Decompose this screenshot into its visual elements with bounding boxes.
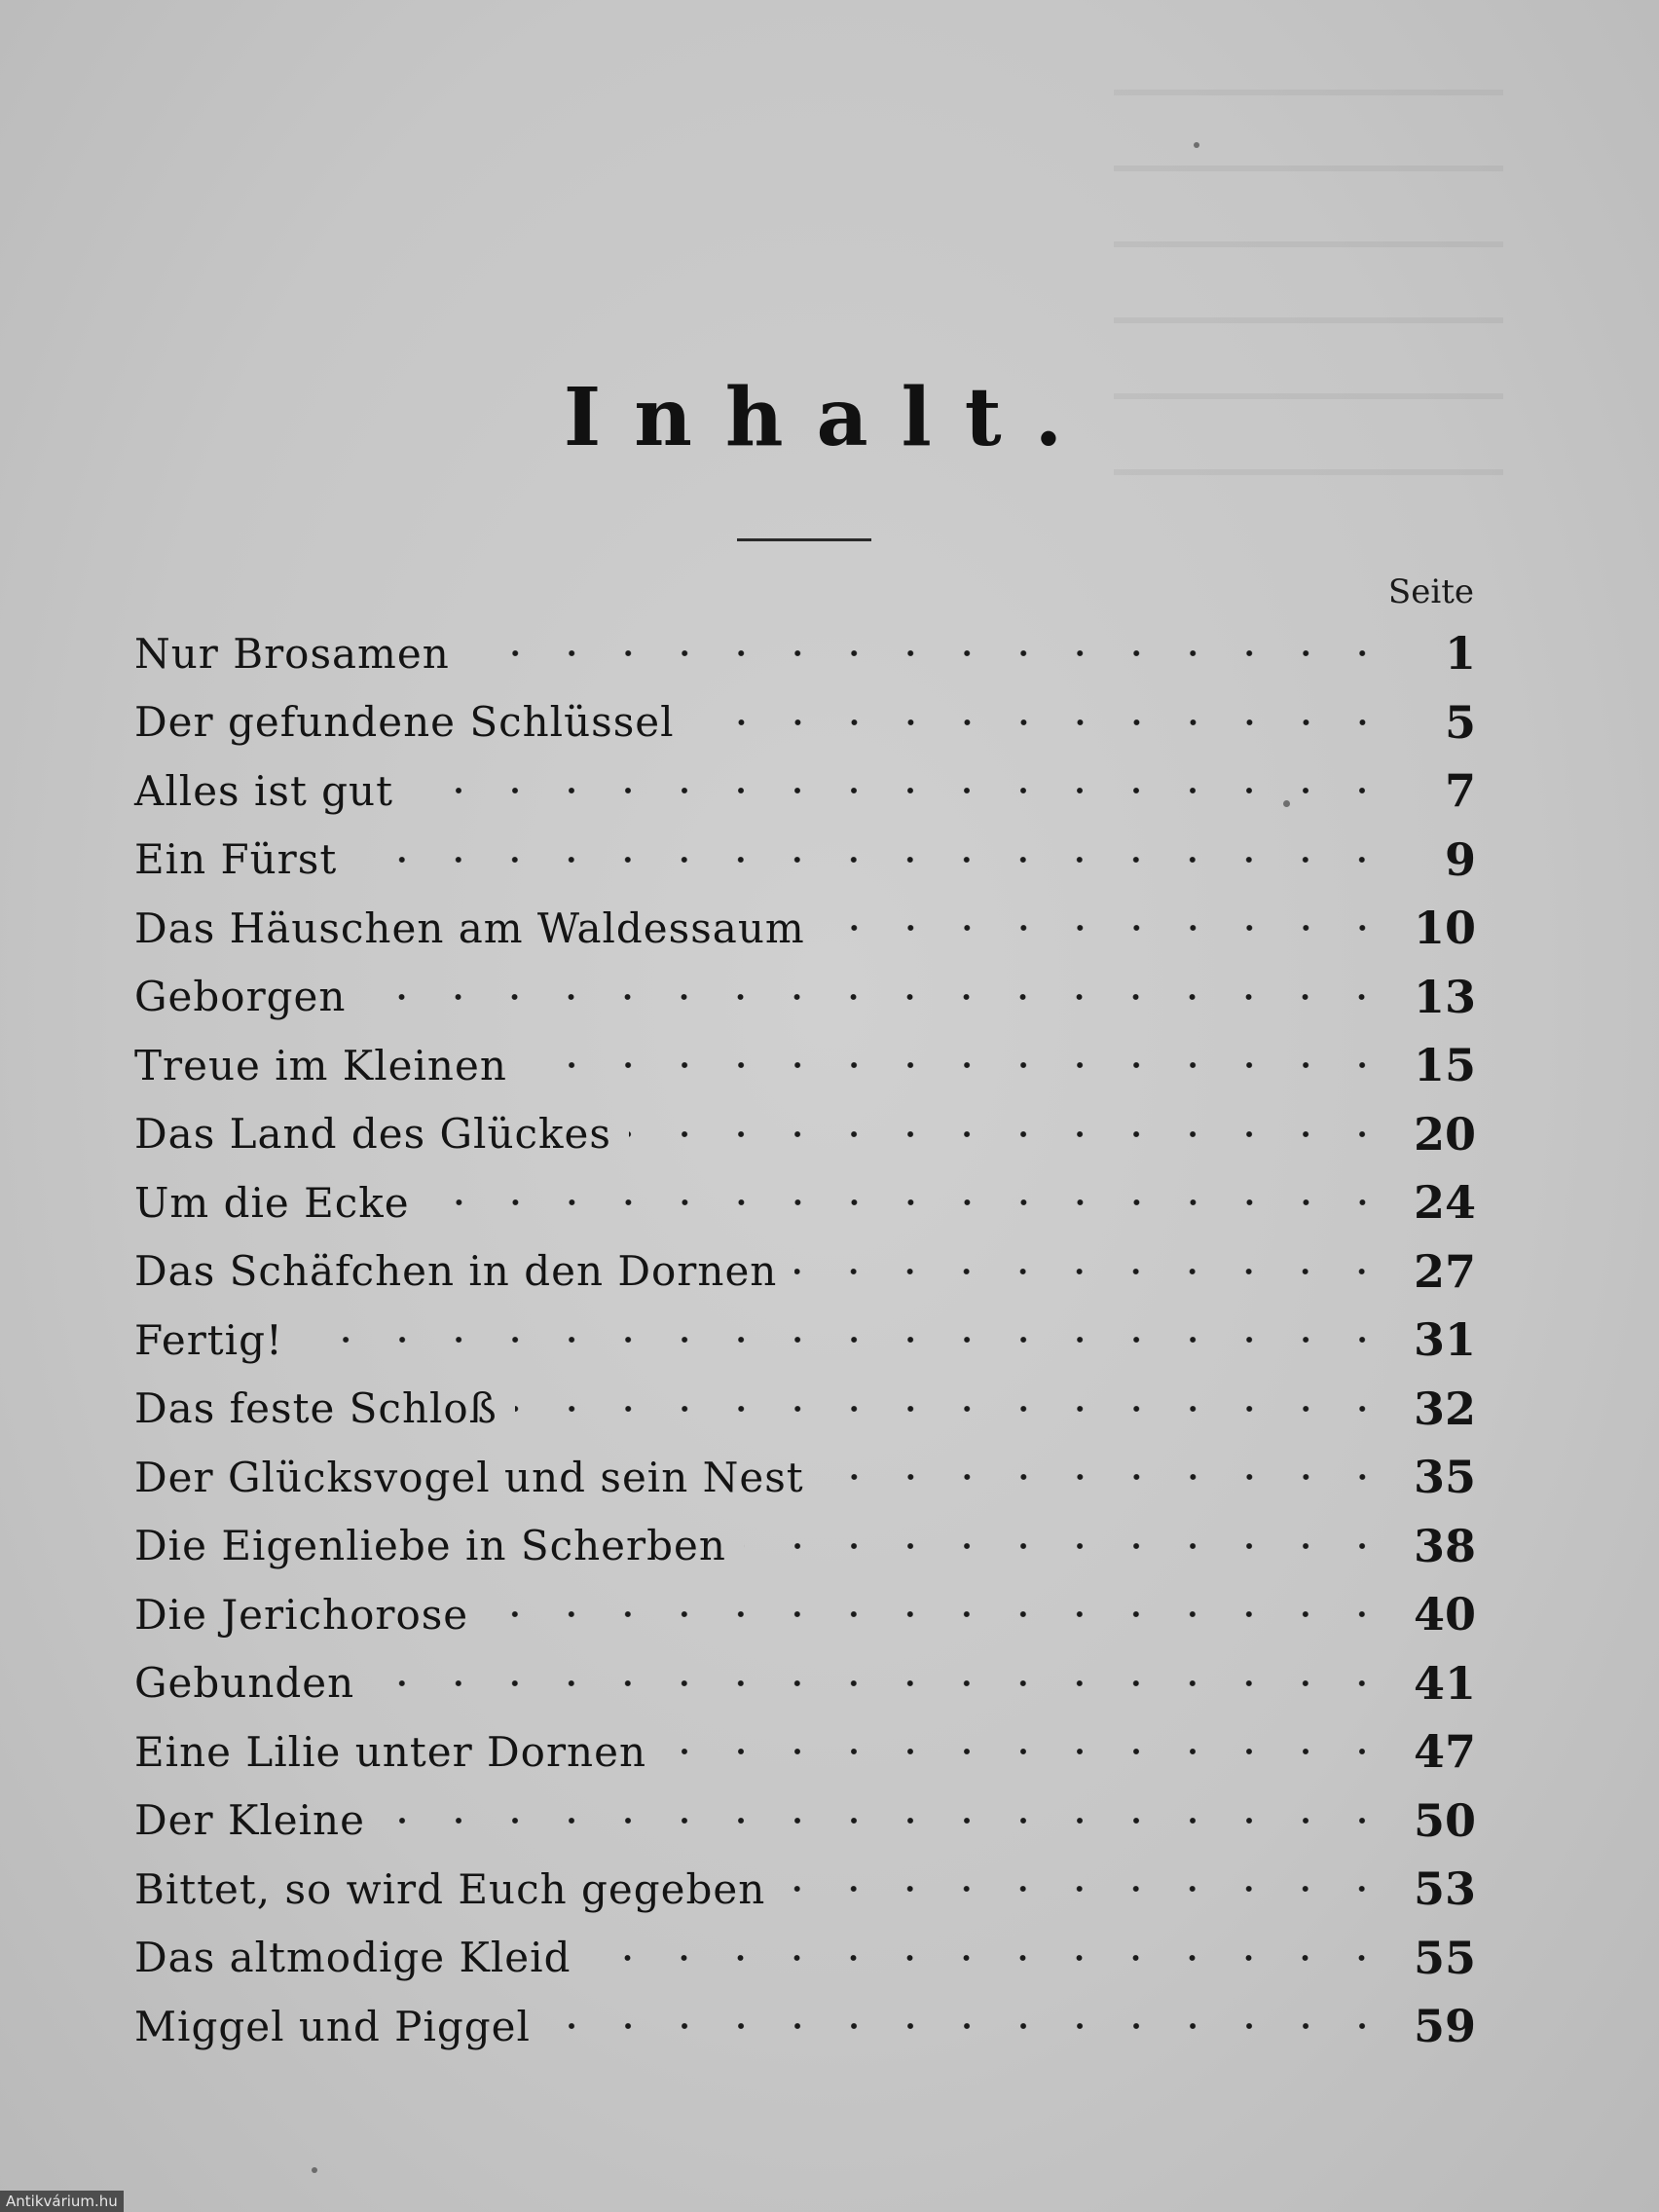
toc-entry (134, 1168, 1476, 1237)
toc-entry-title: Das Land des Glückes (134, 1110, 611, 1159)
toc-entry-page: 31 (1413, 1313, 1476, 1367)
leader-dots (486, 1593, 1390, 1636)
toc-entry (134, 1855, 1476, 1924)
leader-dots (515, 1387, 1390, 1430)
toc-entry-title: Miggel und Piggel (134, 2002, 531, 2050)
leader-dots (629, 1113, 1390, 1156)
leader-dots (783, 1867, 1390, 1910)
toc-entry (134, 1992, 1476, 2061)
leader-dots (411, 769, 1390, 812)
leader-dots (744, 1525, 1390, 1567)
toc-entry-page: 35 (1413, 1451, 1476, 1504)
toc-entry-page: 20 (1413, 1107, 1476, 1161)
toc-entry (134, 619, 1476, 688)
leader-dots (372, 1662, 1390, 1705)
table-of-contents (134, 619, 1476, 2061)
toc-entry-title: Alles ist gut (134, 766, 393, 815)
toc-entry-page: 55 (1413, 1931, 1476, 1984)
page-title: Inhalt. (563, 371, 1096, 464)
toc-entry-page: 41 (1413, 1656, 1476, 1710)
toc-entry-title: Geborgen (134, 973, 347, 1021)
toc-entry (134, 1237, 1476, 1307)
paper-speck (1283, 800, 1290, 807)
leader-dots (427, 1181, 1390, 1224)
leader-dots (354, 838, 1390, 881)
leader-dots (301, 1318, 1390, 1361)
toc-entry-page: 5 (1444, 695, 1476, 749)
source-watermark: Antikvárium.hu (0, 2191, 124, 2212)
toc-entry-page: 50 (1413, 1793, 1476, 1847)
toc-entry-title: Das altmodige Kleid (134, 1934, 571, 1982)
toc-entry (134, 963, 1476, 1032)
leader-dots (794, 1250, 1390, 1293)
toc-entry (134, 1512, 1476, 1581)
paper-speck (1194, 142, 1199, 148)
toc-entry-title: Die Eigenliebe in Scherben (134, 1522, 726, 1570)
toc-entry-title: Der gefundene Schlüssel (134, 698, 675, 747)
toc-entry (134, 1100, 1476, 1169)
toc-entry-title: Bittet, so wird Euch gegeben (134, 1864, 766, 1913)
toc-entry-title: Das Häuschen am Waldessaum (134, 903, 805, 952)
toc-entry-title: Die Jerichorose (134, 1590, 469, 1639)
toc-entry-title: Gebunden (134, 1659, 355, 1708)
leader-dots (383, 1799, 1390, 1842)
leader-dots (664, 1730, 1390, 1773)
toc-entry-title: Das Schäfchen in den Dornen (134, 1247, 778, 1296)
toc-entry (134, 1787, 1476, 1856)
leader-dots (467, 632, 1390, 675)
toc-entry-page: 1 (1444, 627, 1476, 681)
toc-entry-title: Der Kleine (134, 1796, 365, 1845)
leader-dots (588, 1936, 1390, 1979)
toc-entry-title: Nur Brosamen (134, 629, 450, 678)
toc-entry-page: 38 (1413, 1519, 1476, 1572)
leader-dots (822, 1456, 1390, 1498)
toc-entry-page: 40 (1413, 1588, 1476, 1641)
toc-entry-page: 24 (1413, 1176, 1476, 1230)
toc-entry-title: Das feste Schloß (134, 1384, 498, 1433)
toc-entry-page: 47 (1413, 1725, 1476, 1779)
toc-entry (134, 894, 1476, 963)
leader-dots (363, 976, 1390, 1018)
toc-entry-page: 7 (1444, 764, 1476, 818)
toc-entry (134, 756, 1476, 826)
toc-entry (134, 1443, 1476, 1512)
toc-entry (134, 1649, 1476, 1718)
toc-entry-page: 59 (1413, 2000, 1476, 2053)
toc-entry-page: 53 (1413, 1862, 1476, 1916)
toc-entry-title: Fertig! (134, 1315, 283, 1364)
toc-entry (134, 1306, 1476, 1375)
paper-speck (312, 2167, 317, 2173)
leader-dots (692, 701, 1390, 744)
toc-entry-page: 15 (1413, 1039, 1476, 1092)
toc-entry (134, 688, 1476, 757)
toc-entry-page: 10 (1413, 902, 1476, 955)
title-divider (737, 538, 871, 541)
toc-entry-page: 9 (1444, 832, 1476, 886)
toc-entry (134, 1924, 1476, 1993)
toc-entry-title: Treue im Kleinen (134, 1041, 507, 1089)
toc-entry-page: 32 (1413, 1382, 1476, 1435)
leader-dots (525, 1044, 1390, 1087)
leader-dots (548, 2005, 1390, 2047)
toc-entry (134, 1717, 1476, 1787)
toc-entry-page: 27 (1413, 1244, 1476, 1298)
toc-entry-page: 13 (1413, 970, 1476, 1023)
toc-entry-title: Ein Fürst (134, 835, 338, 884)
toc-entry (134, 1375, 1476, 1444)
page-column-label: Seite (1387, 572, 1474, 611)
leader-dots (823, 906, 1390, 949)
toc-entry (134, 826, 1476, 895)
toc-entry-title: Eine Lilie unter Dornen (134, 1727, 646, 1776)
toc-entry (134, 1031, 1476, 1100)
toc-entry-title: Um die Ecke (134, 1178, 410, 1227)
toc-entry-title: Der Glücksvogel und sein Nest (134, 1453, 804, 1501)
toc-entry (134, 1580, 1476, 1649)
